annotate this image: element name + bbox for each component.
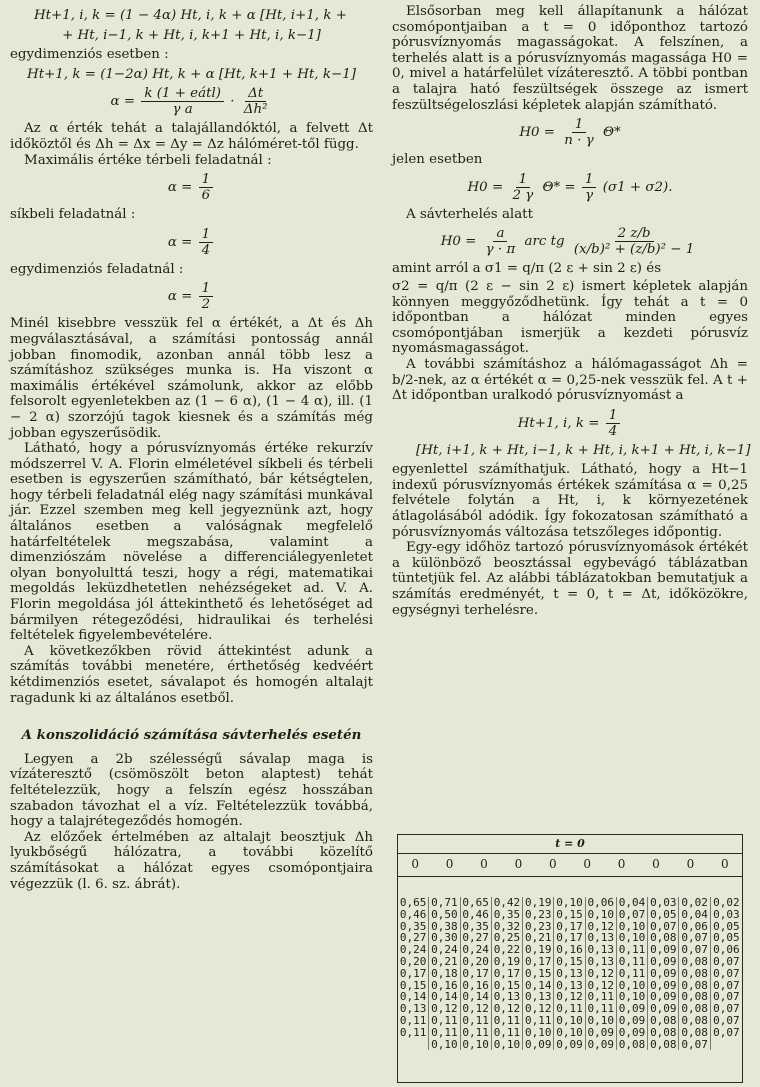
table-cell: 0,10 [587,1013,615,1027]
table-cell: 0,08 [681,954,708,968]
table-cell: 0,09 [524,1037,552,1051]
table-cell: 0,13 [556,978,583,992]
table-cell: 0,22 [493,943,521,957]
section-title: A konszolidáció számítása sávterhelés esetén [21,727,362,744]
table-cell: 0,20 [462,954,489,968]
table-cell: 0,17 [556,919,583,933]
table-cell: 0,16 [556,943,583,957]
table-cell: 0,06 [587,896,615,909]
table-zero-cell: 0 [583,857,592,872]
paragraph-planar: síkbeli feladatnál : [10,207,136,223]
table-cell: 0,07 [713,1002,740,1016]
table-cell: 0,10 [587,907,615,921]
table-cell: 0,50 [431,907,458,921]
table-cell: 0,13 [587,943,615,957]
formula-alpha-one-sixth: α = $\frac{1}{6}$ [10,172,373,203]
table-zero-cell: 0 [652,857,660,872]
paragraph-strip-load: A sávterhelés alatt [406,206,533,222]
table-cell: 0,10 [524,1025,552,1039]
table-cell: 0,14 [399,990,427,1004]
table-column [679,897,710,1050]
table-cell: 0,65 [399,896,427,909]
table-cell: 0,17 [556,931,583,945]
equation-3d-line1: Ht+1, i, k = (1 − 4α) Ht, i, k + α [Ht, i+1, k + [34,8,347,23]
table-cell: 0,07 [650,919,677,933]
table-cell: 0,08 [650,1037,677,1051]
table-cell: 0,17 [493,966,521,980]
table-cell: 0,24 [431,943,458,957]
equation-3d-line2: + Ht, i−1, k + Ht, i, k+1 + Ht, i, k−1] [62,27,321,43]
table-cell: 0,10 [618,990,646,1004]
table-cell: 0,08 [681,1002,708,1016]
paragraph-grid: Az előzőek értelmében az altalajt beosztjuk Δh lyukbőségű hálózatra, a további közelítő számításokat a hálózat egyes csomópontjaira végezzük (l. 6. sz. ábrát). [10,829,373,892]
table-cell: 0,12 [587,978,615,992]
table-cell: 0,07 [713,966,740,980]
table-cell: 0,10 [618,978,646,992]
table-cell: 0,17 [462,966,489,980]
table-cell: 0,06 [681,919,708,933]
paragraph-1d-case: egydimenziós esetben : [10,47,169,63]
paragraph-sigma1: amint arról a σ1 = q/π (2 ε + sin 2 ε) és [392,261,662,277]
table-cell: 0,32 [493,919,521,933]
table-column [554,897,585,1050]
table-cell: 0,11 [587,1002,615,1016]
table-zero-cell: 0 [720,857,729,872]
table-cell: 0,09 [650,1002,677,1016]
table-cell: 0,07 [713,954,740,968]
table-cell: 0,12 [431,1002,458,1016]
formula-alpha-one-half: α = $\frac{1}{2}$ [10,281,373,312]
table-column [398,897,429,1050]
table-cell: 0,03 [713,907,740,921]
equation-1d: Ht+1, k = (1−2α) Ht, k + α [Ht, k+1 + Ht, k−1] [27,66,356,82]
table-cell: 0,05 [650,907,677,921]
table-cell: 0,08 [681,990,708,1004]
table-column [586,897,617,1050]
table-cell: 0,12 [587,966,615,980]
table-cell: 0,09 [618,1013,646,1027]
table-cell: 0,10 [431,1037,458,1051]
table-cell: 0,16 [431,978,458,992]
table-cell: 0,05 [713,919,740,933]
table-zero-cell: 0 [548,857,557,872]
table-cell: 0,09 [650,990,677,1004]
table-cell: 0,09 [650,943,677,957]
table-zero-cell: 0 [686,857,695,872]
table-cell: 0,09 [618,1025,646,1039]
table-cell: 0,08 [681,1025,708,1039]
table-cell: 0,08 [618,1037,646,1051]
table-cell: 0,25 [493,931,521,945]
table-cell: 0,15 [556,954,583,968]
table-cell: 0,12 [462,1002,489,1016]
table-cell: 0,42 [493,896,521,909]
table-cell: 0,14 [524,978,552,992]
table-cell: 0,30 [431,931,458,945]
table-cell: 0,07 [713,1013,740,1027]
paragraph-strip-foundation: Legyen a 2b szélességű sávalap maga is vízáteresztő (csömöszölt beton alaptest) tehát feltételezzük, hogy a felszín egész hosszában szabadon távozhat el a víz. Feltételezzük továbbá, hogy a talajrétegeződés homogén. [10,751,373,830]
table-cell: 0,19 [524,943,552,957]
table-column [648,897,679,1050]
table-cell: 0,11 [618,943,646,957]
table-cell: 0,04 [681,907,708,921]
table-cell: 0,02 [713,896,740,909]
table-cell: 0,07 [681,943,708,957]
table-cell: 0,11 [493,1025,521,1039]
table-cell: 0,08 [681,978,708,992]
table-cell: 0,08 [650,1013,677,1027]
table-cell: 0,04 [618,896,646,909]
table-cell [711,1039,742,1051]
table-cell: 0,35 [399,919,427,933]
table-column [461,897,492,1050]
table-cell: 0,65 [462,896,489,909]
table-cell: 0,35 [493,907,521,921]
formula-quarter: Ht+1, i, k = $\frac{1}{4}$ [392,408,748,439]
table-cell: 0,11 [556,1002,583,1016]
table-cell: 0,06 [713,943,740,957]
paragraph-alpha-depends: Az α érték tehát a talajállandóktól, a felvett Δt időköztől és Δh = Δx = Δy = Δz hálóméret-től függ. [10,121,373,152]
table-cell: 0,09 [587,1037,615,1051]
table-cell: 0,46 [399,907,427,921]
table-cell: 0,12 [587,919,615,933]
paragraph-initial-pressure: Elsősorban meg kell állapítanunk a hálózat csomópontjaiban a t = 0 időponthoz tartozó pórusvíznyomás magasságokat. A felszínen, a terhelés alatt is a pórusvíznyomás magassága H0 = 0, mivel a határfelület vízáteresztő. A többi pontban a talajra ható feszültségek összege az ismert feszültségeloszlási képletek alapján számítható. [392,4,748,113]
table-body [398,877,742,1050]
left-column [10,4,373,892]
table-cell: 0,23 [524,907,552,921]
formula-h0-case: H0 = $\frac{1}{2 \gamma}$ Θ* = $\frac{1}{\gamma}$ (σ1 + σ2). [467,171,673,203]
table-cell: 0,02 [681,896,708,909]
table-cell: 0,07 [713,978,740,992]
paragraph-this-case: jelen esetben [392,152,483,168]
table-zero-row [398,854,742,877]
table-zero-cell: 0 [480,857,488,872]
table-cell: 0,24 [462,943,489,957]
table-cell: 0,10 [556,1025,583,1039]
table-cell: 0,46 [462,907,489,921]
table-column [523,897,554,1050]
table-cell: 0,11 [524,1013,552,1027]
table-cell: 0,13 [524,990,552,1004]
table-cell: 0,09 [650,954,677,968]
table-cell: 0,05 [713,931,740,945]
table-cell: 0,24 [399,943,427,957]
table-cell: 0,12 [493,1002,521,1016]
fraction-alpha-1: $\frac{\text{k (1 + eátl)}}{\text{γ a}}$ [141,86,224,117]
table-cell: 0,21 [431,954,458,968]
table-cell: 0,23 [524,919,552,933]
table-column [617,897,648,1050]
formula-alpha-one-quarter: α = $\frac{1}{4}$ [10,227,373,258]
paragraph-equation-calc: egyenlettel számíthatjuk. Látható, hogy a Ht−1 indexű pórusvíznyomás értékek számítása α = 0,25 felvétele folytán a Ht, i, k környezetének átlagolásából adódik. Így fokozatosan számítható a pórusvíznyomás változása tetszőleges időpontig. [392,462,748,540]
table-zero-cell: 0 [411,857,420,872]
table-cell: 0,10 [462,1037,489,1051]
table-cell: 0,16 [462,978,489,992]
table-cell: 0,17 [524,954,552,968]
table-cell: 0,18 [431,966,458,980]
table-cell: 0,27 [462,931,489,945]
table-cell: 0,14 [431,990,458,1004]
paragraph-further-calc: A további számításhoz a hálómagasságot Δh = b/2-nek, az α értékét α = 0,25-nek vesszük fel. A t + Δt időpontban uralkodó pórusvíznyomást a [392,356,748,404]
table-cell: 0,11 [618,954,646,968]
table-cell: 0,13 [399,1002,427,1016]
table-cell: 0,15 [399,978,427,992]
table-zero-cell: 0 [445,857,454,872]
table-cell: 0,35 [462,919,489,933]
equation-alpha: α = $\frac{\text{k (1 + eátl)}}{\text{γ a}}$ · $\frac{\Delta t}{\text{Δh²}}$ [10,86,373,117]
table-cell: 0,07 [713,1025,740,1039]
table-cell: 0,11 [399,1013,427,1027]
table-cell: 0,11 [618,966,646,980]
table-cell: 0,08 [650,1025,677,1039]
table-cell: 0,10 [556,896,583,909]
table-cell: 0,11 [399,1025,427,1039]
formula-arctan: H0 = $\frac{a}{\gamma \cdot \pi}$ arc tg $\frac{2 z/b}{\text{(x/b)² + (z/b)² − 1}}$ [440,226,695,258]
table-cell: 0,08 [650,931,677,945]
table-column [429,897,460,1050]
paragraph-smaller-alpha: Minél kisebbre vesszük fel α értékét, a Δt és Δh megválasztásával, a számítási pontosság annál jobban finomodik, azonban annál több lesz a számításhoz szükséges munka is. Ha viszont α maximális értékével számolunk, akkor az előbb felsorolt egyenletekben az (1 − 6 α), (1 − 4 α), ill. (1 − 2 α) szorzójú tagok kiesnek és a számítás még jobban egyszerűsödik. [10,316,373,441]
table-cell: 0,07 [681,1037,708,1051]
paragraph-max-value: Maximális értéke térbeli feladatnál : [24,152,272,168]
table-cell: 0,10 [618,931,646,945]
paragraph-next: A következőkben rövid áttekintést adunk a számítás további menetére, érthetőség kedvéért kétdimenziós esetet, sávalapot és homogén altalajt ragadunk ki az általános esetből. [10,643,373,706]
table-cell: 0,20 [399,954,427,968]
table-cell: 0,09 [556,1037,583,1051]
table-cell: 0,13 [587,931,615,945]
table-cell: 0,19 [493,954,521,968]
table-cell: 0,10 [556,1013,583,1027]
table-zero-cell: 0 [514,857,523,872]
table-cell: 0,21 [524,931,552,945]
pressure-table [397,834,743,1083]
table-cell: 0,14 [462,990,489,1004]
paragraph-one-dimensional: egydimenziós feladatnál : [10,261,184,277]
table-zero-cell: 0 [617,857,626,872]
table-cell: 0,13 [493,990,521,1004]
table-cell: 0,13 [587,954,615,968]
table-cell: 0,11 [462,1013,489,1027]
table-cell: 0,12 [556,990,583,1004]
table-cell [398,1039,428,1051]
table-cell: 0,11 [431,1013,458,1027]
formula-quarter-line2: [Ht, i+1, k + Ht, i−1, k + Ht, i, k+1 + Ht, i, k−1] [416,442,751,458]
table-cell: 0,38 [431,919,458,933]
table-cell: 0,19 [524,896,552,909]
table-cell: 0,07 [681,931,708,945]
table-cell: 0,03 [650,896,677,909]
table-cell: 0,15 [556,907,583,921]
table-cell: 0,10 [493,1037,521,1051]
table-cell: 0,07 [713,990,740,1004]
table-title: t = 0 [398,835,742,854]
right-column [392,4,751,618]
table-cell: 0,09 [650,966,677,980]
table-cell: 0,08 [681,1013,708,1027]
fraction-alpha-2: $\frac{\Delta t}{\text{Δh²}}$ [243,86,268,118]
table-cell: 0,09 [587,1025,615,1039]
table-cell: 0,15 [493,978,521,992]
paragraph-recursive: Látható, hogy a pórusvíznyomás értéke rekurzív módszerrel V. A. Florin elméletével síkbeli és térbeli esetben is egyszerűen számítható, bár kétségtelen, hogy térbeli feladatnál elég nagy számítási munkával jár. Ezzel szemben meg kell jegyeznünk azt, hogy általános esetben a valóságnak megfelelő határfeltételek megszabása, valamint a dimenziószám növelése a differenciálegyenletet olyan bonyolulttá teszi, hogy a régi, matematikai megoldás leküzdhetetlen nehézségeket ad. V. A. Florin megoldása jól áttekinthető és lehetőséget ad bármilyen rétegeződési, hidraulikai és terhelési feltételek figyelembevételére. [10,441,373,644]
table-cell: 0,07 [618,907,646,921]
table-cell: 0,27 [399,931,427,945]
table-cell: 0,11 [587,990,615,1004]
table-cell: 0,12 [524,1002,552,1016]
table-cell: 0,13 [556,966,583,980]
table-column [711,897,742,1050]
table-cell: 0,15 [524,966,552,980]
table-cell: 0,09 [618,1002,646,1016]
table-column [492,897,523,1050]
table-cell: 0,71 [431,896,458,909]
table-cell: 0,09 [650,978,677,992]
formula-h0-general: H0 = $\frac{1}{n \cdot \gamma}$ Θ* [519,117,621,149]
table-cell: 0,11 [462,1025,489,1039]
paragraph-table-intro: Egy-egy időhöz tartozó pórusvíznyomások értékét a különböző beosztással egybevágó táblázatban tüntetjük fel. Az alábbi táblázatokban bemutatjuk a számítás eredményét, t = 0, t = Δt, időközökre, egységnyi terhelésre. [392,540,748,618]
table-cell: 0,08 [681,966,708,980]
table-cell: 0,11 [493,1013,521,1027]
paragraph-sigma2: σ2 = q/π (2 ε − sin 2 ε) ismert képletek alapján könnyen meggyőződhetünk. Így tehát a t = 0 időpontban a hálózat minden egyes csomópontjában ismerjük a kezdeti pórusvíz nyomásmagasságot. [392,278,748,357]
table-cell: 0,10 [618,919,646,933]
table-cell: 0,11 [431,1025,458,1039]
table-cell: 0,17 [399,966,427,980]
